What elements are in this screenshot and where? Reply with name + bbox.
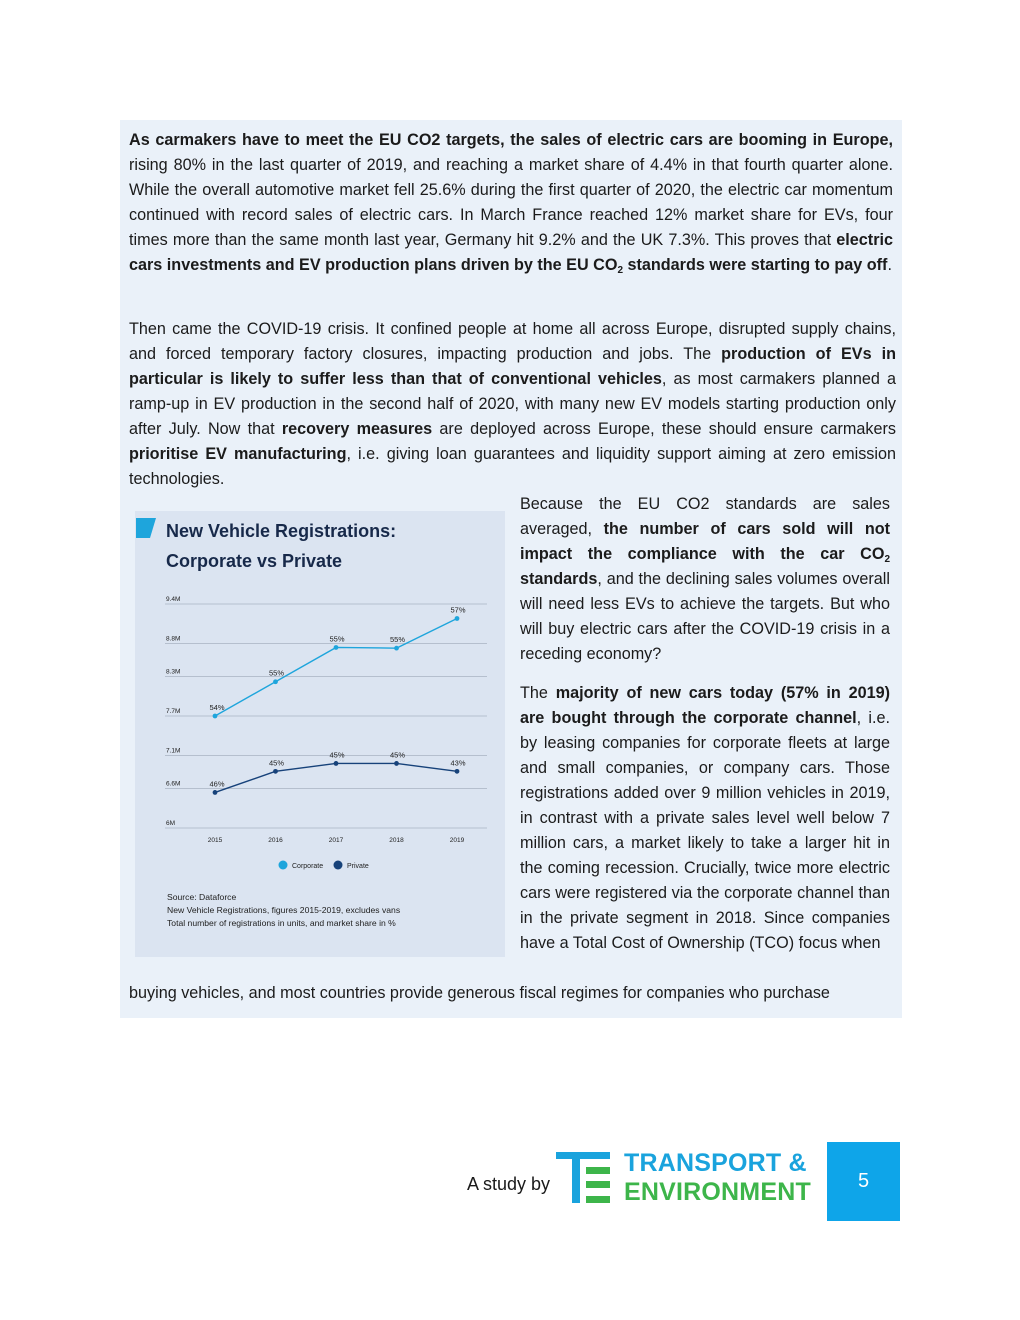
- chart-flag-icon: [136, 518, 156, 538]
- data-point: [334, 645, 339, 650]
- source-line: Source: Dataforce: [167, 892, 237, 902]
- chart-title-line2: Corporate vs Private: [166, 551, 343, 571]
- page-number: 5: [827, 1142, 900, 1221]
- data-label: 55%: [389, 635, 406, 645]
- chart-source: [167, 891, 400, 930]
- y-tick-label: 6.6M: [166, 780, 181, 788]
- te-logo-icon: [556, 1150, 612, 1206]
- data-label: 54%: [209, 703, 225, 712]
- data-label: 46%: [209, 779, 225, 789]
- legend-marker: [334, 861, 343, 870]
- data-point: [455, 769, 460, 774]
- data-point: [334, 761, 339, 766]
- data-label: 55%: [329, 634, 345, 644]
- source-line: New Vehicle Registrations, figures 2015-2019, excludes vans: [167, 905, 401, 915]
- data-label: 57%: [450, 605, 466, 615]
- data-point: [394, 646, 399, 651]
- series-line-corporate: [215, 618, 457, 716]
- data-point: [213, 790, 218, 795]
- data-label: 55%: [268, 668, 285, 678]
- y-tick-label: 6M: [166, 820, 176, 827]
- paragraph-covid-crisis: Then came the COVID-19 crisis. It confined people at home all across Europe, disrupted supply chains, and forced temporary factory closures, impacting production and jobs. The production of EVs in particular is likely to suffer less than that of conventional vehicles, as most carmakers planned a ramp-up in EV production in the second half of 2020, with many new EV models starting production only after July. Now that recovery measures are deployed across Europe, these should ensure carmakers prioritise EV manufacturing, i.e. giving loan guarantees and liquidity support aiming at zero emission technologies.: [129, 320, 896, 488]
- y-tick-label: 8.3M: [166, 668, 181, 676]
- data-point: [394, 761, 399, 766]
- data-label: 45%: [389, 750, 406, 760]
- data-label: 43%: [450, 758, 466, 768]
- paragraph-corporate-channel: The majority of new cars today (57% in 2019) are bought through the corporate channel, i.e. by leasing companies for corporate fleets at large and small companies, or company cars. Those registrations added over 9 million vehicles in 2019, in contrast with a private sales level well below 7 million cars, a market likely to take a larger hit in the coming recession. Crucially, twice more electric cars were registered via the corporate channel than in the private segment in 2018. Since companies have a Total Cost of Ownership (TCO) focus when: [520, 684, 891, 952]
- legend-label: Corporate: [292, 863, 324, 870]
- study-by-label: A study by: [467, 1174, 551, 1194]
- data-label: 45%: [268, 758, 285, 768]
- x-tick-label: 2019: [449, 837, 465, 844]
- chart-title-line1: New Vehicle Registrations:: [166, 521, 397, 541]
- legend-marker: [279, 861, 288, 870]
- paragraph-sales-averaged: Because the EU CO2 standards are sales averaged, the number of cars sold will not impact the compliance with the car $CO_2$ standards, and the declining sales volumes overall will need less EVs to achieve the targets. But who will buy electric cars after the COVID-19 crisis in a receding economy?: [520, 495, 890, 663]
- data-point: [455, 616, 460, 621]
- paragraph-ev-sales: As carmakers have to meet the EU CO2 targets, the sales of electric cars are booming in Europe, rising 80% in the last quarter of 2019, and reaching a market share of 4.4% in that fourth quarter alone. While the overall automotive market fell 25.6% during the first quarter of 2020, the electric car momentum continued with record sales of electric cars. In March France reached 12% market share for EVs, four times more than the same month last year, Germany hit 9.2% and the UK 7.3%. This proves that electric cars investments and EV production plans driven by the EU $CO_2$ standards were starting to pay off.: [129, 131, 893, 276]
- source-line: Total number of registrations in units, and market share in %: [167, 918, 396, 928]
- y-tick-label: 8.8M: [166, 635, 181, 643]
- data-point: [273, 769, 278, 774]
- x-tick-label: 2016: [268, 837, 283, 844]
- x-tick-label: 2018: [389, 837, 404, 844]
- data-point: [213, 714, 218, 719]
- logo-text-environment: ENVIRONMENT: [624, 1178, 811, 1206]
- data-label: 45%: [329, 750, 345, 760]
- logo-text-transport: TRANSPORT &: [624, 1149, 807, 1177]
- y-tick-label: 7.1M: [166, 747, 181, 755]
- y-tick-label: 7.7M: [166, 708, 181, 715]
- x-tick-label: 2015: [207, 837, 223, 844]
- x-tick-label: 2017: [328, 837, 344, 844]
- y-tick-label: 9.4M: [166, 596, 181, 603]
- chart-title: [166, 516, 396, 576]
- legend-label: Private: [347, 863, 369, 870]
- data-point: [273, 679, 278, 684]
- paragraph-continuation: buying vehicles, and most countries provide generous fiscal regimes for companies who purchase: [129, 984, 830, 1002]
- registrations-line-chart: [135, 590, 505, 880]
